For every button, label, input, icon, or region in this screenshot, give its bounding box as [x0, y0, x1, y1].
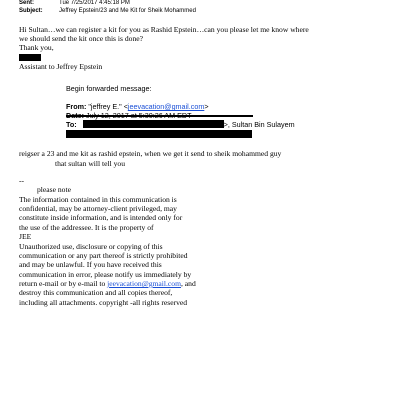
disclaimer-line-8: and may be unlawful. If you have received this — [19, 260, 162, 269]
from-email-link[interactable]: jeevacation@gmail.com — [127, 102, 205, 111]
disclaimer-line-1: The information contained in this communication is — [19, 195, 177, 204]
disclaimer-line-10-pre: return e-mail or by e-mail to — [19, 279, 108, 288]
subject-label: Subject: — [19, 8, 43, 14]
body-line-2: we should send the kit once this is done? — [19, 34, 144, 43]
disclaimer-line-7: communication or any part thereof is strictly prohibited — [19, 251, 188, 260]
from-name: "jeffrey E." < — [88, 102, 128, 111]
signature-dashes: -- — [19, 176, 25, 185]
disclaimer-line-6: Unauthorized use, disclosure or copying of this — [19, 242, 163, 251]
disclaimer-line-2: confidential, may be attorney-client privileged, may — [19, 204, 177, 213]
disclaimer-heading: please note — [37, 185, 71, 194]
disclaimer-line-12: including all attachments. copyright -all rights reserved — [19, 298, 188, 307]
disclaimer-line-4: the use of the addressee. It is the property of — [19, 223, 154, 232]
to-redaction-bar — [66, 130, 252, 138]
from-close: > — [204, 102, 209, 111]
disclaimer-email-link[interactable]: jeevacation@gmail.com — [107, 279, 181, 288]
disclaimer-line-10-post: , and — [180, 279, 196, 288]
sent-value: Tue 7/25/2017 4:45:18 PM — [59, 0, 130, 6]
disclaimer-line-11: destroy this communication and all copies thereof, — [19, 288, 173, 297]
to-label: To: — [66, 120, 77, 129]
from-label: From: — [66, 102, 87, 111]
message-line-1: reigser a 23 and me kit as rashid epstein, when we get it send to sheik mohammed guy — [19, 149, 282, 158]
signature: Assistant to Jeffrey Epstein — [19, 62, 103, 71]
forwarded-to — [66, 120, 295, 129]
sent-row — [19, 0, 319, 7]
message-line-2: that sultan will tell you — [55, 159, 126, 168]
disclaimer-line-3: constitute inside information, and is intended only for — [19, 213, 183, 222]
forwarded-intro: Begin forwarded message: — [66, 84, 152, 93]
redacted-name — [19, 53, 41, 62]
thank-you: Thank you, — [19, 43, 54, 52]
to-value: >, Sultan Bin Sulayem — [223, 120, 295, 129]
subject-row — [19, 8, 359, 15]
date-redaction-strike — [66, 115, 253, 117]
disclaimer-line-9: communication in error, please notify us immediately by — [19, 270, 192, 279]
sent-label: Sent: — [19, 0, 34, 6]
to-redacted — [83, 120, 224, 128]
body-line-1: Hi Sultan…we can register a kit for you as Rashid Epstein…can you please let me know where — [19, 25, 309, 34]
disclaimer-line-5: JEE — [19, 232, 32, 241]
disclaimer-line-10 — [19, 279, 196, 288]
forwarded-from — [66, 102, 209, 111]
subject-value: Jeffrey Epstein/23 and Me Kit for Sheik Mohammed — [59, 8, 196, 14]
